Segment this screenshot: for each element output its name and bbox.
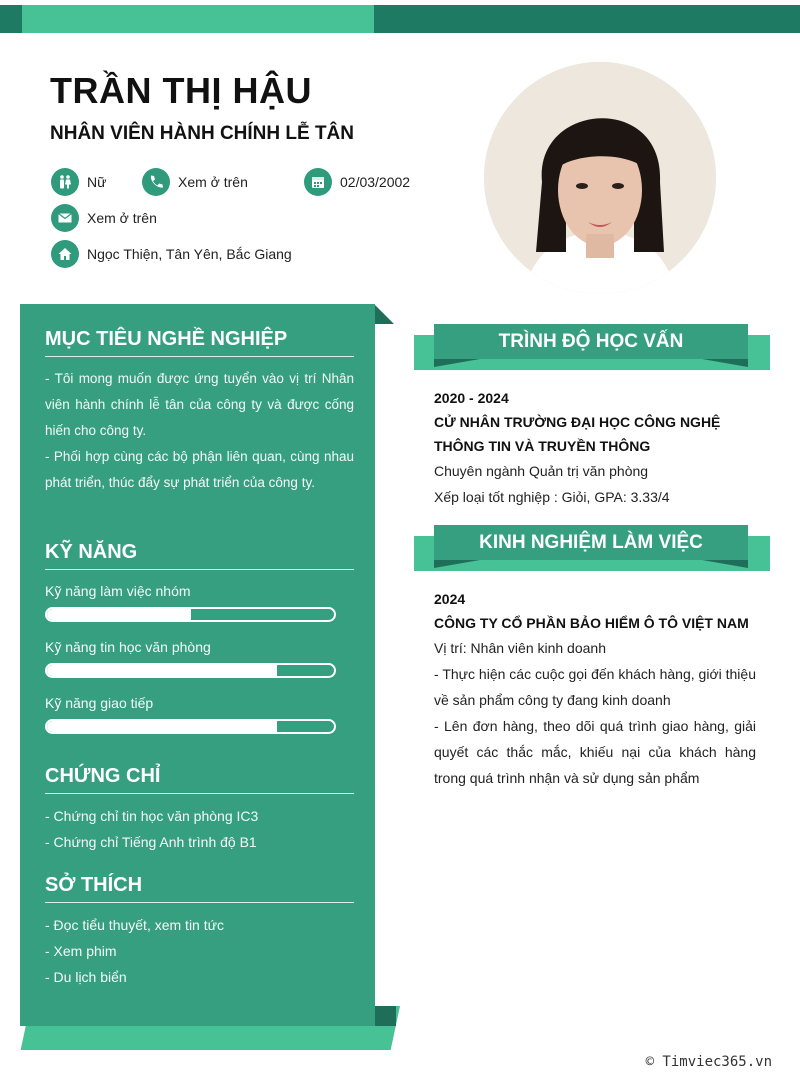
- skill-fill: [47, 609, 191, 620]
- hobbies-title: SỞ THÍCH: [45, 874, 143, 896]
- skill-label-teamwork: Kỹ năng làm việc nhóm: [45, 583, 191, 599]
- phone-icon: [142, 168, 170, 196]
- info-address: [51, 240, 292, 268]
- left-panel: [20, 304, 375, 1026]
- hobby-item: - Xem phim: [45, 943, 117, 959]
- hobby-item: - Du lịch biển: [45, 969, 127, 985]
- experience-duty: - Lên đơn hàng, theo dõi quá trình giao hàng, giải quyết các thắc mắc, khiếu nại của khách hàng trong quá trình nhận và sử dụng sản phẩm: [434, 718, 756, 786]
- skill-label-office: Kỹ năng tin học văn phòng: [45, 639, 211, 655]
- hobby-item: - Đọc tiểu thuyết, xem tin tức: [45, 917, 224, 933]
- education-grade: Xếp loại tốt nghiệp : Giỏi, GPA: 3.33/4: [434, 489, 670, 505]
- ribbon-fold: [702, 560, 748, 568]
- experience-block: [434, 587, 756, 791]
- skill-label-communication: Kỹ năng giao tiếp: [45, 695, 154, 711]
- objective-text-1: - Tôi mong muốn được ứng tuyển vào vị trí Nhân viên hành chính lễ tân của công ty và được cống hiến cho công ty.: [45, 371, 354, 438]
- divider: [45, 356, 354, 357]
- gender-value: Nữ: [87, 174, 107, 190]
- skills-title: KỸ NĂNG: [45, 541, 138, 563]
- birthday-value: 02/03/2002: [340, 174, 411, 190]
- left-panel-fold: [374, 304, 394, 324]
- job-title: NHÂN VIÊN HÀNH CHÍNH LỄ TÂN: [50, 123, 354, 144]
- education-period: 2020 - 2024: [434, 390, 509, 406]
- mail-icon: [51, 204, 79, 232]
- certificate-item: - Chứng chỉ tin học văn phòng IC3: [45, 808, 259, 824]
- education-major: Chuyên ngành Quản trị văn phòng: [434, 463, 649, 479]
- profile-photo: [484, 62, 716, 294]
- info-birthday: [304, 168, 410, 196]
- certificate-item: - Chứng chỉ Tiếng Anh trình độ B1: [45, 834, 257, 850]
- education-block: [434, 386, 756, 510]
- info-phone: [142, 168, 248, 196]
- phone-value: Xem ở trên: [178, 174, 248, 190]
- ribbon-fold: [702, 359, 748, 367]
- ribbon-fold: [434, 560, 480, 568]
- skill-bar-communication: [45, 719, 336, 734]
- experience-duty: - Thực hiện các cuộc gọi đến khách hàng, giới thiệu về sản phẩm công ty đang kinh doanh: [434, 666, 756, 708]
- info-email: [51, 204, 157, 232]
- email-value: Xem ở trên: [87, 210, 157, 226]
- gender-icon: [51, 168, 79, 196]
- experience-period: 2024: [434, 591, 466, 607]
- objective-title: MỤC TIÊU NGHỀ NGHIỆP: [45, 328, 288, 350]
- experience-position: Vị trí: Nhân viên kinh doanh: [434, 640, 606, 656]
- experience-title: KINH NGHIỆM LÀM VIỆC: [434, 525, 748, 560]
- divider: [45, 793, 354, 794]
- home-icon: [51, 240, 79, 268]
- education-school: CỬ NHÂN TRƯỜNG ĐẠI HỌC CÔNG NGHỆ THÔNG TIN VÀ TRUYỀN THÔNG: [434, 414, 721, 454]
- skill-fill: [47, 665, 277, 676]
- skill-bar-teamwork: [45, 607, 336, 622]
- candidate-name: TRẦN THỊ HẬU: [50, 70, 312, 111]
- objective-text-2: - Phối hợp cùng các bộ phận liên quan, cùng nhau phát triển, thúc đẩy sự phát triển của công ty.: [45, 449, 354, 490]
- skill-bar-office: [45, 663, 336, 678]
- top-bar-accent: [22, 5, 374, 33]
- footer-copyright: © Timviec365.vn: [645, 1054, 772, 1070]
- divider: [45, 569, 354, 570]
- experience-company: CÔNG TY CỔ PHẦN BẢO HIỂM Ô TÔ VIỆT NAM: [434, 615, 749, 631]
- education-title: TRÌNH ĐỘ HỌC VẤN: [434, 324, 748, 359]
- address-value: Ngọc Thiện, Tân Yên, Bắc Giang: [87, 246, 292, 262]
- certificates-title: CHỨNG CHỈ: [45, 765, 161, 787]
- skill-fill: [47, 721, 277, 732]
- divider: [45, 902, 354, 903]
- left-panel-fold-bottom: [374, 1006, 396, 1026]
- ribbon-fold: [434, 359, 480, 367]
- calendar-icon: [304, 168, 332, 196]
- info-gender: [51, 168, 106, 196]
